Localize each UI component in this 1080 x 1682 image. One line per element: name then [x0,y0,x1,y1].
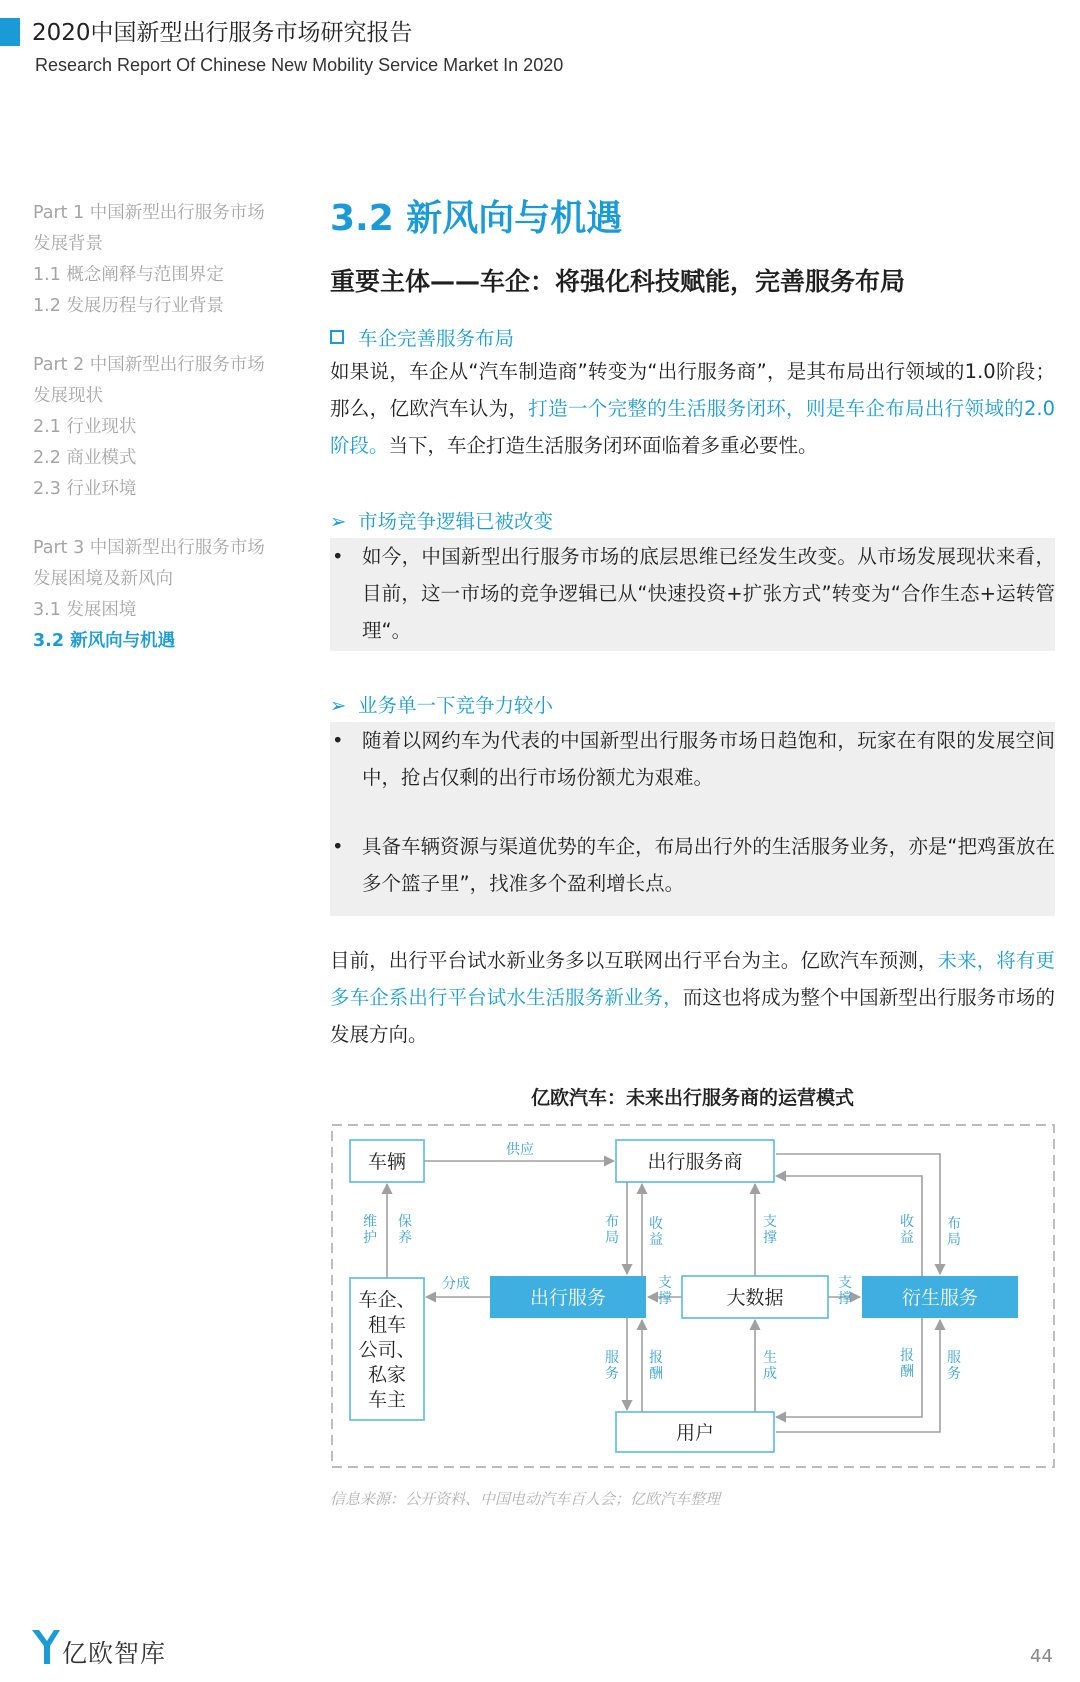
table-of-contents [33,198,303,657]
dot-icon: • [332,545,344,568]
label-bigdata-support-r1: 支 [838,1275,852,1291]
label-support-1: 支 [763,1214,777,1230]
svg-text:大数据: 大数据 [726,1287,784,1309]
label-maintain-1: 维 [363,1214,377,1230]
label-derivative-reward-1: 报 [900,1348,914,1364]
label-maintain-2: 护 [363,1230,377,1246]
dot-icon: • [332,729,344,752]
toc-item-3-1[interactable]: 3.1 发展困境 [33,600,137,620]
operating-model-diagram [330,1120,1060,1480]
label-reward-2: 酬 [649,1366,663,1382]
label-generate-1: 生 [763,1350,777,1366]
node-vehicle [350,1140,424,1182]
label-revenue-2: 益 [649,1232,663,1248]
label-share: 分成 [442,1276,470,1292]
heading-single-business: ➢ 业务单一下竞争力较小 [330,694,554,717]
label-derivative-revenue-1: 收 [900,1214,914,1230]
toc-item-3-2-active[interactable]: 3.2 新风向与机遇 [33,631,176,651]
svg-text:车辆: 车辆 [367,1151,407,1173]
heading-service-layout: 车企完善服务布局 [330,323,514,351]
svg-text:私家: 私家 [367,1364,407,1386]
svg-text:出行服务商: 出行服务商 [647,1151,743,1173]
arrow-bullet-icon: ➢ [330,694,347,717]
label-care-2: 养 [398,1230,412,1246]
label-derivative-revenue-2: 益 [900,1230,914,1246]
grey-callout-1 [330,538,1055,651]
label-layout-1: 布 [605,1214,619,1230]
heading-competition-logic: ➢ 市场竞争逻辑已被改变 [330,510,554,533]
toc-part3-line2[interactable]: 发展困境及新风向 [33,569,173,589]
arrow-derivative-reward [776,1320,940,1432]
source-note: 信息来源：公开资料、中国电动汽车百人会；亿欧汽车整理 [330,1490,721,1508]
label-derivative-layout-2: 局 [947,1232,961,1248]
report-subtitle: Research Report Of Chinese New Mobility Service Market In 2020 [35,55,564,75]
toc-part1-line2[interactable]: 发展背景 [33,234,103,254]
label-service-2: 务 [605,1366,619,1382]
label-derivative-service-2: 务 [947,1366,961,1382]
logo-text: 亿欧智库 [62,1639,167,1668]
node-mobility-service [490,1276,646,1318]
arrow-bullet-icon: ➢ [330,510,347,533]
report-title: 2020中国新型出行服务市场研究报告 [32,20,413,46]
square-bullet-icon [330,330,344,344]
label-derivative-reward-2: 酬 [900,1364,914,1380]
label-layout-2: 局 [605,1230,619,1246]
toc-item-1-2[interactable]: 1.2 发展历程与行业背景 [33,296,224,316]
figure-title: 亿欧汽车：未来出行服务商的运营模式 [530,1087,854,1109]
toc-part3-line1[interactable]: Part 3 中国新型出行服务市场 [33,538,265,558]
svg-text:租车: 租车 [367,1314,407,1336]
bullet-item: • 具备车辆资源与渠道优势的车企，布局出行外的生活服务业务，亦是“把鸡蛋放在多个篮子里”，找准多个盈利增长点。 [330,828,1055,902]
highlight-text: 未来，将有更多车企系出行平台试水生活服务新业务， [330,949,1055,1009]
svg-text:车企、: 车企、 [358,1289,416,1311]
section-title: 3.2 新风向与机遇 [330,198,623,239]
toc-item-2-2[interactable]: 2.2 商业模式 [33,448,137,468]
node-derivative-service [862,1276,1018,1318]
label-revenue-1: 收 [649,1216,663,1232]
label-service-1: 服 [605,1350,619,1366]
node-big-data [682,1276,828,1318]
label-generate-2: 成 [763,1366,777,1382]
toc-item-2-1[interactable]: 2.1 行业现状 [33,417,137,437]
svg-text:衍生服务: 衍生服务 [901,1287,979,1309]
node-user [616,1412,774,1452]
bullet-item: • 随着以网约车为代表的中国新型出行服务市场日趋饱和，玩家在有限的发展空间中，抢占仅剩的出行市场份额尤为艰难。 [330,722,1055,796]
label-bigdata-support-l1: 支 [658,1275,672,1291]
label-care-1: 保 [398,1214,412,1230]
highlight-text: 打造一个完整的生活服务闭环，则是车企布局出行领域的2.0阶段。 [330,397,1055,457]
toc-part2-line2[interactable]: 发展现状 [33,386,103,406]
svg-text:公司、: 公司、 [358,1339,416,1361]
dot-icon: • [332,835,344,858]
arrow-derivative-layout [776,1154,940,1274]
page-number: 44 [1030,1646,1053,1667]
label-bigdata-support-l2: 撑 [658,1291,672,1307]
paragraph-forecast: 目前，出行平台试水新业务多以互联网出行平台为主。亿欧汽车预测，未来，将有更多车企系出行平台试水生活服务新业务，而这也将成为整个中国新型出行服务市场的发展方向。 [330,949,1055,1046]
node-owner [350,1278,424,1420]
label-reward-1: 报 [649,1350,663,1366]
toc-item-2-3[interactable]: 2.3 行业环境 [33,479,137,499]
svg-text:用户: 用户 [675,1422,715,1444]
header-accent-bar [0,18,20,46]
label-derivative-layout-1: 布 [947,1216,961,1232]
section-subtitle: 重要主体——车企：将强化科技赋能，完善服务布局 [330,267,906,296]
label-support-2: 撑 [763,1230,777,1246]
toc-item-1-1[interactable]: 1.1 概念阐释与范围界定 [33,265,224,285]
svg-text:出行服务: 出行服务 [529,1287,607,1309]
grey-callout-2 [330,722,1055,916]
yiou-logo-icon [30,1628,62,1666]
label-bigdata-support-r2: 撑 [838,1291,852,1307]
svg-text:车主: 车主 [367,1389,407,1411]
label-supply: 供应 [506,1142,534,1158]
node-provider [616,1140,774,1182]
paragraph-layout: 如果说，车企从“汽车制造商”转变为“出行服务商”，是其布局出行领域的1.0阶段；那么，亿欧汽车认为，打造一个完整的生活服务闭环，则是车企布局出行领域的2.0阶段。当下，车企打造生活服务闭环面临着多重必要性。 [330,360,1055,457]
toc-part2-line1[interactable]: Part 2 中国新型出行服务市场 [33,355,265,375]
label-derivative-service-1: 服 [947,1350,961,1366]
bullet-item: • 如今，中国新型出行服务市场的底层思维已经发生改变。从市场发展现状来看，目前，这一市场的竞争逻辑已从“快速投资+扩张方式”转变为“合作生态+运转管理“。 [330,538,1055,649]
toc-part1-line1[interactable]: Part 1 中国新型出行服务市场 [33,203,265,223]
